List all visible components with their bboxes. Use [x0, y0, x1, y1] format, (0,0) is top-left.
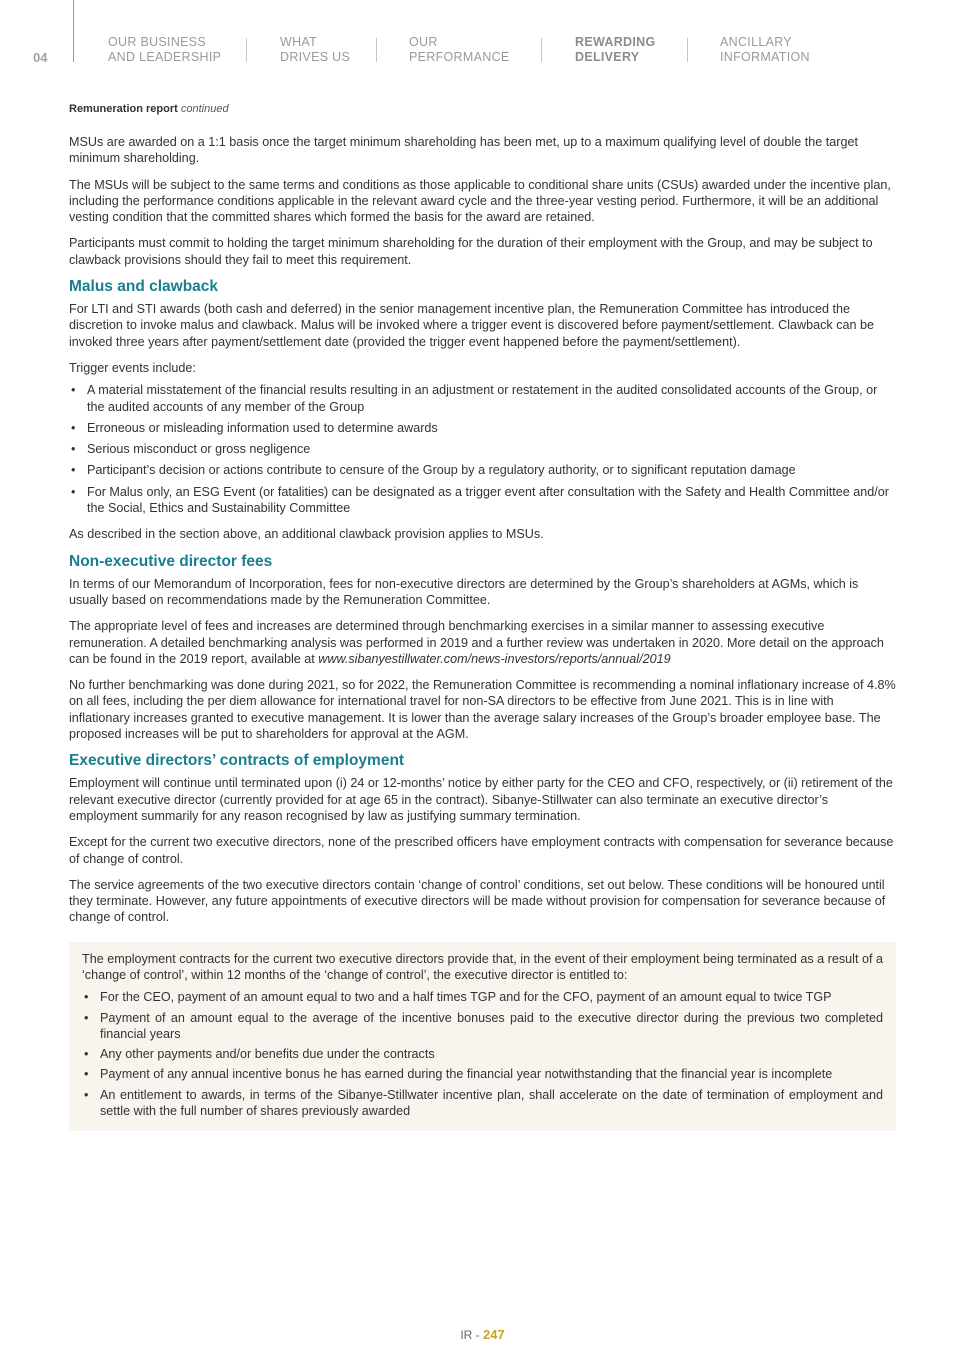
nav-what-drives-us[interactable]: WHAT DRIVES US [280, 35, 351, 64]
paragraph: The appropriate level of fees and increases are determined through benchmarking exercises in a similar manner to assessing executive remuneration. A detailed benchmarking analysis was performed in 2019 and a further review was undertaken in 2020. More detail on the approach can be found in the 2019 report, available at www.sibanyestillwater.com/news-investors/reports/annual/2019 [69, 619, 884, 666]
paragraph: Except for the current two executive directors, none of the prescribed officers have employment contracts with compensation for severance because of change of control. [69, 835, 894, 866]
header-divider [73, 0, 74, 62]
heading-malus-clawback: Malus and clawback [69, 278, 219, 296]
list-item: • Payment of an amount equal to the average of the incentive bonuses paid to the executive director during the previous two completed financial years [82, 1010, 883, 1043]
paragraph: Employment will continue until terminated upon (i) 24 or 12-months’ notice by either party for the CEO and CFO, respectively, or (ii) retirement of the relevant executive director (currently provided for at age 65 in the contract). Sibanye-Stillwater can also terminate an executive director’s employment summarily for any reason recognised by law as justifying summary termination. [69, 776, 893, 823]
callout-intro: The employment contracts for the current two executive directors provide that, in the event of their employment being terminated as a result of a ‘change of control’, within 12 months of the ‘change of control’, the executive director is entitled to: [82, 951, 883, 982]
paragraph: No further benchmarking was done during 2021, so for 2022, the Remuneration Committee is recommending a nominal inflationary increase of 4.8% on all fees, including the per diem allowance for international travel for non-SA directors to be effective from June 2021. This is in line with inflationary increases granted to executive management. It is lower than the average salary increases of the Group’s broader employee base. The proposed increases will be put to shareholders for approval at the AGM. [69, 678, 896, 742]
nav-our-performance[interactable]: OUR PERFORMANCE [409, 35, 510, 64]
main-content [69, 134, 896, 1131]
list-item: • Erroneous or misleading information used to determine awards [69, 420, 896, 436]
paragraph: Trigger events include: [69, 360, 196, 375]
top-navigation [0, 0, 965, 80]
list-item: • For Malus only, an ESG Event (or fatalities) can be designated as a trigger event after consultation with the Safety and Health Committee and/or the Social, Ethics and Sustainability Committee [69, 484, 896, 517]
nav-separator [541, 38, 542, 62]
list-item: • Payment of any annual incentive bonus he has earned during the financial year notwithstanding that the financial year is incomplete [82, 1066, 883, 1082]
nav-separator [687, 38, 688, 62]
page-footer: IR - 247 [460, 1327, 505, 1342]
nav-rewarding-delivery[interactable]: REWARDING DELIVERY [575, 35, 656, 64]
paragraph: Participants must commit to holding the target minimum shareholding for the duration of their employment with the Group, and may be subject to clawback provisions should they fail to meet this requirement. [69, 236, 873, 267]
nav-separator [246, 38, 247, 62]
list-item: • A material misstatement of the financial results resulting in an adjustment or restatement in the audited consolidated accounts of the Group, or the audited accounts of any member of the Group [69, 382, 896, 415]
paragraph: The MSUs will be subject to the same terms and conditions as those applicable to conditional share units (CSUs) awarded under the incentive plan, including the performance conditions applicable in the relevant award cycle and the three-year vesting period. Furthermore, it will be an additional vesting condition that the committed shares which formed the basis for the award are retained. [69, 177, 891, 225]
report-link[interactable]: www.sibanyestillwater.com/news-investors/reports/annual/2019 [318, 651, 671, 666]
list-item: • Any other payments and/or benefits due under the contracts [82, 1046, 883, 1062]
entitlements-list [82, 989, 883, 1119]
change-of-control-callout [69, 942, 896, 1132]
heading-ned-fees: Non-executive director fees [69, 552, 273, 570]
paragraph: For LTI and STI awards (both cash and deferred) in the senior management incentive plan, the Remuneration Committee has introduced the discretion to invoke malus and clawback. Malus will be invoked where a trigger event is discovered before payment/settlement. Clawback can be invoked three years after payment/settlement date (provided the trigger event happened before the payment/settlement). [69, 302, 875, 349]
paragraph: The service agreements of the two executive directors contain ‘change of control’ conditions, set out below. These conditions will be honoured until they terminate. However, any future appointments of executive directors will be made without provision for compensation for severance because of change of control. [69, 877, 886, 925]
list-item: • Participant’s decision or actions contribute to censure of the Group by a regulatory authority, or to significant reputation damage [69, 462, 896, 478]
nav-ancillary-information[interactable]: ANCILLARY INFORMATION [720, 35, 810, 64]
list-item: • Serious misconduct or gross negligence [69, 441, 896, 457]
paragraph: In terms of our Memorandum of Incorporation, fees for non-executive directors are determined by the Group’s shareholders at AGMs, which is usually based on recommendations made by the Remuneration Committee. [69, 576, 859, 607]
section-label: Remuneration report continued [69, 103, 229, 115]
chapter-number: 04 [33, 50, 48, 65]
footer-page-number: 247 [482, 1327, 505, 1342]
trigger-events-list [69, 382, 896, 516]
heading-exec-contracts: Executive directors’ contracts of employment [69, 752, 405, 770]
paragraph: As described in the section above, an additional clawback provision applies to MSUs. [69, 527, 544, 542]
list-item: • For the CEO, payment of an amount equal to two and a half times TGP and for the CFO, payment of an amount equal to twice TGP [82, 989, 883, 1005]
list-item: • An entitlement to awards, in terms of the Sibanye-Stillwater incentive plan, shall accelerate on the date of termination of employment and settle with the full number of shares previously awarded [82, 1087, 883, 1120]
nav-our-business[interactable]: OUR BUSINESS AND LEADERSHIP [108, 35, 222, 64]
paragraph: MSUs are awarded on a 1:1 basis once the target minimum shareholding has been met, up to a maximum qualifying level of double the target minimum shareholding. [69, 135, 858, 166]
nav-separator [376, 38, 377, 62]
